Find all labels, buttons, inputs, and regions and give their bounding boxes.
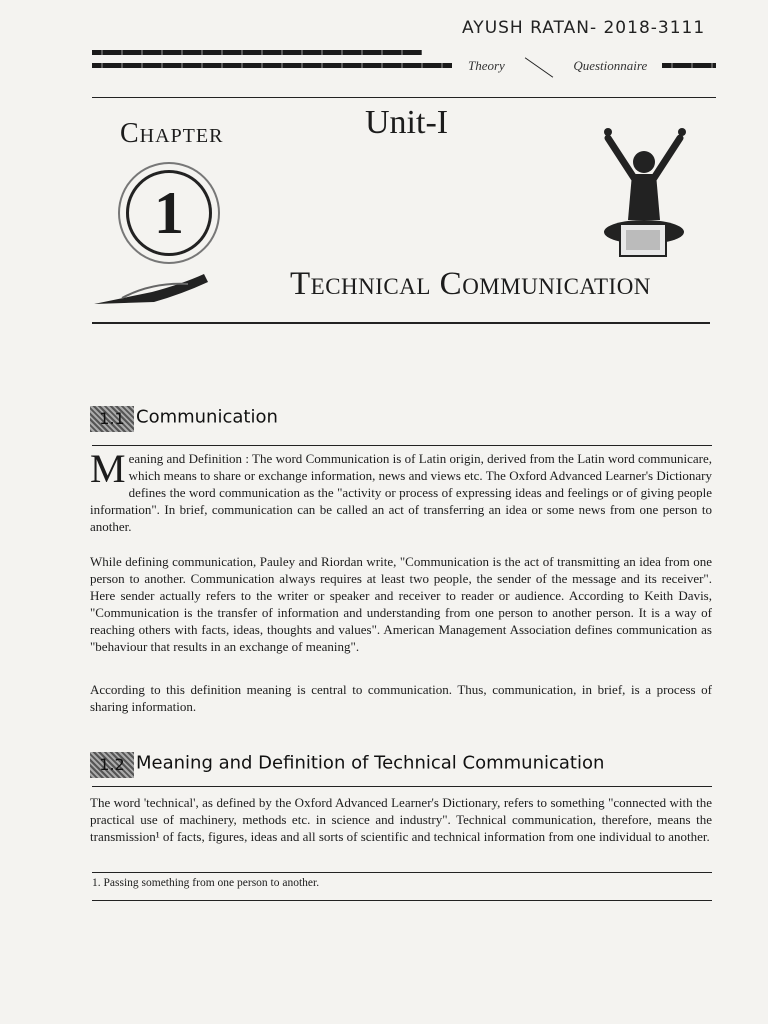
title-rule [92, 322, 710, 324]
chapter-number-badge [126, 170, 212, 256]
chapter-label: Chapter [120, 118, 224, 149]
paragraph [90, 681, 712, 715]
drop-cap: M [90, 446, 126, 491]
hand-holding-illustration [92, 272, 212, 308]
tab-questionnaire: Questionnaire [573, 58, 648, 73]
paragraph [90, 794, 712, 845]
header-tabs [468, 58, 647, 74]
section-heading [90, 752, 604, 778]
slash-divider [525, 57, 553, 77]
chapter-number: 1 [154, 180, 184, 246]
section-rule [92, 786, 712, 787]
chapter-title: Technical Communication [290, 266, 651, 302]
person-with-laptop-illustration [598, 120, 690, 265]
footnote-rule [92, 900, 712, 901]
paragraph-text: eaning and Definition : The word Communication is of Latin origin, derived from the Latin word communicare, which means to share or exchange information, news and views etc. The Oxford Advanced Learner's Dictionary defines the word communication as the "activity or process of expressing ideas and feelings or of giving people information". In brief, communication can be called an act of transferring an idea or some news from one person to another. [90, 451, 712, 534]
header-rule [92, 97, 716, 98]
tab-theory: Theory [468, 58, 505, 73]
footnote: 1. Passing something from one person to another. [92, 877, 320, 889]
handwritten-name-note: AYUSH RATAN- 2018-3111 [462, 18, 706, 38]
section-number: 1.1 [90, 406, 134, 432]
paragraph [90, 553, 712, 655]
paragraph-text: According to this definition meaning is central to communication. Thus, communication, in brief, is a process of sharing information. [90, 682, 712, 714]
decorative-bar [92, 50, 422, 55]
section-number: 1.2 [90, 752, 134, 778]
paragraph-text: While defining communication, Pauley and Riordan write, "Communication is the act of transmitting an idea from one person to another. Communication always requires at least two people, the sender of the message and its receiver". Here sender actually refers to the writer or speaker and receiver to reader or audience. According to Keith Davis, "Communication is the transfer of information and understanding from one person to another person. It is a way of reaching others with facts, ideas, thoughts and values". American Management Association defines communication as "behaviour that results in an exchange of meaning". [90, 554, 712, 654]
paragraph [90, 446, 712, 535]
section-heading [90, 406, 278, 432]
section-title: Communication [136, 406, 278, 428]
section-rule [92, 445, 712, 446]
decorative-bar [662, 63, 716, 68]
decorative-bar [92, 63, 452, 68]
footnote-rule [92, 872, 712, 873]
section-title: Meaning and Definition of Technical Communication [136, 752, 605, 774]
paragraph-text: The word 'technical', as defined by the Oxford Advanced Learner's Dictionary, refers to something "connected with the practical use of machinery, methods etc. in science and industry". Technical communication, therefore, means the transmission¹ of facts, figures, ideas and all sorts of scientific and technical information from one individual to another. [90, 795, 712, 844]
unit-title: Unit-I [365, 104, 449, 141]
